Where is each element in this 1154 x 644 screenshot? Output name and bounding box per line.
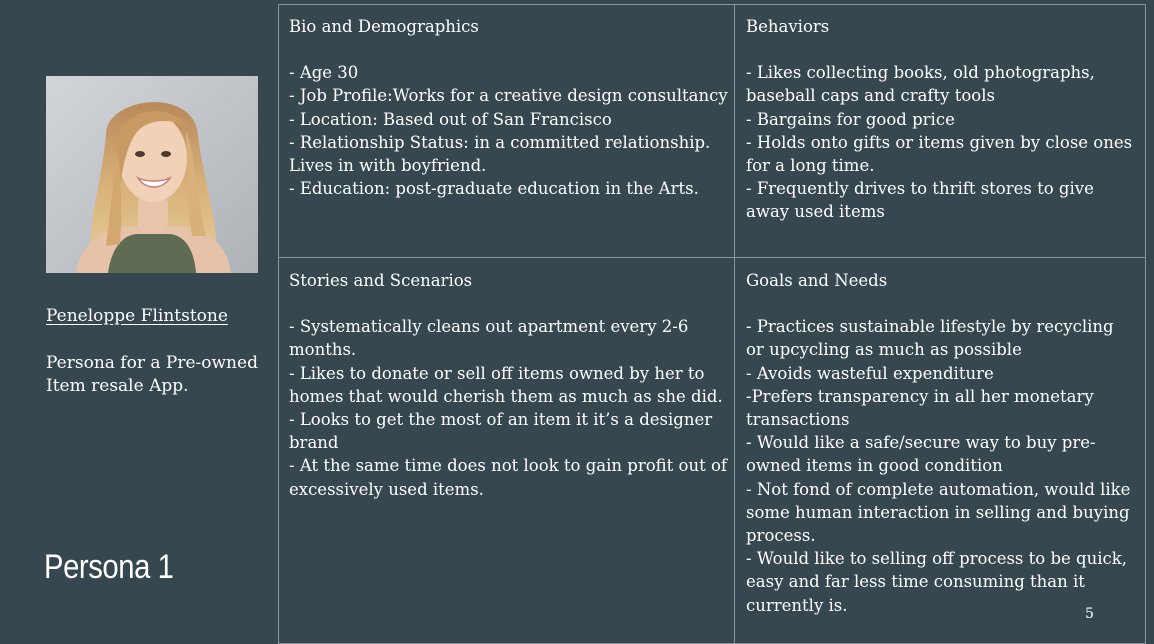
grid-vertical-divider <box>734 4 735 644</box>
behaviors-line: - Frequently drives to thrift stores to give away used items <box>746 179 1094 222</box>
bio-line: - Education: post-graduate education in the Arts. <box>289 179 699 199</box>
stories-line: - Looks to get the most of an item it it’s a designer brand <box>289 410 713 453</box>
grid-horizontal-divider <box>278 257 1146 258</box>
stories-line: - At the same time does not look to gain profit out of excessively used items. <box>289 456 728 499</box>
bio-line: - Age 30 <box>289 63 359 83</box>
bio-line: - Relationship Status: in a committed relationship. Lives in with boyfriend. <box>289 132 711 176</box>
stories-line: - Systematically cleans out apartment every 2-6 months. <box>289 317 689 360</box>
goals-line: - Would like a safe/secure way to buy pre-owned items in good condition <box>746 433 1096 476</box>
goals-line: - Not fond of complete automation, would like some human interaction in selling and buying process. <box>746 479 1131 546</box>
bio-demographics-cell <box>289 15 729 200</box>
goals-line: - Avoids wasteful expenditure <box>746 363 994 383</box>
behaviors-line: - Holds onto gifts or items given by close ones for a long time. <box>746 132 1133 176</box>
goals-line: - Would like to selling off process to be quick, easy and far less time consuming than it currently is. <box>746 549 1127 615</box>
persona-name[interactable]: Peneloppe Flintstone <box>46 306 228 326</box>
stories-heading: Stories and Scenarios <box>289 271 473 290</box>
persona-description: Persona for a Pre-owned Item resale App. <box>46 353 258 396</box>
goals-needs-cell <box>746 269 1136 617</box>
behaviors-heading: Behaviors <box>746 17 830 36</box>
behaviors-line: - Likes collecting books, old photographs, baseball caps and crafty tools <box>746 63 1095 106</box>
behaviors-line: - Bargains for good price <box>746 109 955 129</box>
stories-line: - Likes to donate or sell off items owned by her to homes that would cherish them as much as she did. <box>289 363 723 406</box>
persona-title: Persona 1 <box>44 548 174 586</box>
persona-photo <box>46 76 258 273</box>
bio-line: - Location: Based out of San Francisco <box>289 109 612 129</box>
bio-heading: Bio and Demographics <box>289 17 479 36</box>
goals-heading: Goals and Needs <box>746 271 888 290</box>
goals-line: - Practices sustainable lifestyle by recycling or upcycling as much as possible <box>746 317 1114 360</box>
bio-line: - Job Profile:Works for a creative design consultancy <box>289 86 728 106</box>
goals-line: -Prefers transparency in all her monetary transactions <box>746 386 1094 430</box>
stories-scenarios-cell <box>289 269 729 501</box>
page-number: 5 <box>1085 606 1094 622</box>
behaviors-cell <box>746 15 1136 224</box>
persona-portrait-image <box>46 76 258 273</box>
